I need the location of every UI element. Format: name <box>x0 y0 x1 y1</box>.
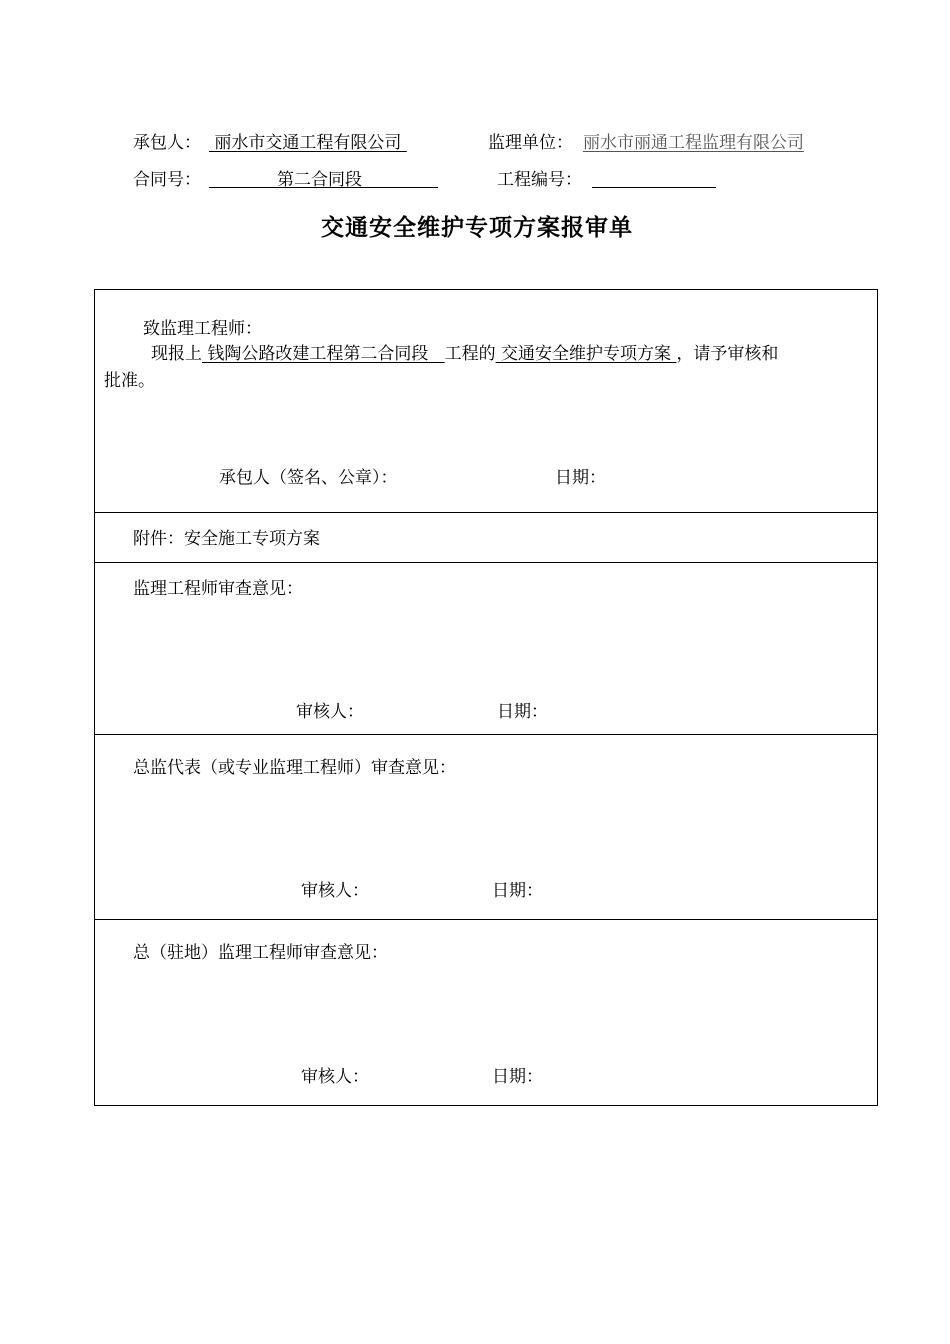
submission-date-label: 日期： <box>555 468 606 488</box>
resident-review-date-label: 日期： <box>492 1067 543 1087</box>
engineer-review-date-label: 日期： <box>497 702 548 722</box>
chief-rep-review-date-label: 日期： <box>492 881 543 901</box>
attachment-text: 附件：安全施工专项方案 <box>133 529 320 549</box>
row-divider-4 <box>95 919 877 920</box>
contract-no-value: 第二合同段 <box>277 170 362 190</box>
engineer-review-heading: 监理工程师审查意见： <box>133 579 303 599</box>
contractor-value <box>209 135 407 152</box>
project-name-underlined <box>202 344 445 364</box>
contractor-name: 丽水市交通工程有限公司 <box>214 133 402 153</box>
project-name: 钱陶公路改建工程第二合同段 <box>207 344 429 364</box>
supervisor-value: 丽水市丽通工程监理有限公司 <box>583 133 804 153</box>
contractor-signature-label: 承包人（签名、公章）： <box>219 468 398 488</box>
row-divider-1 <box>95 512 877 513</box>
row-divider-3 <box>95 734 877 735</box>
chief-rep-reviewer-label: 审核人： <box>301 881 369 901</box>
approval-form-table <box>94 289 878 1106</box>
supervisor-label: 监理单位： <box>488 133 573 153</box>
contract-no-label: 合同号： <box>133 170 201 190</box>
resident-reviewer-label: 审核人： <box>301 1067 369 1087</box>
page-title: 交通安全维护专项方案报审单 <box>321 215 633 241</box>
submission-middle: 工程的 <box>444 344 496 364</box>
project-no-label: 工程编号： <box>497 170 582 190</box>
addressee-text: 致监理工程师： <box>143 319 262 339</box>
submission-line-2: 批准。 <box>104 371 155 391</box>
contractor-label: 承包人： <box>133 133 201 153</box>
resident-review-heading: 总（驻地）监理工程师审查意见： <box>133 943 388 963</box>
chief-rep-review-heading: 总监代表（或专业监理工程师）审查意见： <box>133 758 456 778</box>
plan-name: 交通安全维护专项方案 <box>501 344 672 364</box>
row-divider-2 <box>95 562 877 563</box>
submission-line-1 <box>151 346 778 363</box>
project-no-field[interactable] <box>592 187 716 188</box>
plan-name-underlined <box>496 344 677 364</box>
submission-suffix: ，请予审核和 <box>676 344 779 364</box>
submission-prefix: 现报上 <box>151 344 202 364</box>
engineer-reviewer-label: 审核人： <box>296 702 364 722</box>
